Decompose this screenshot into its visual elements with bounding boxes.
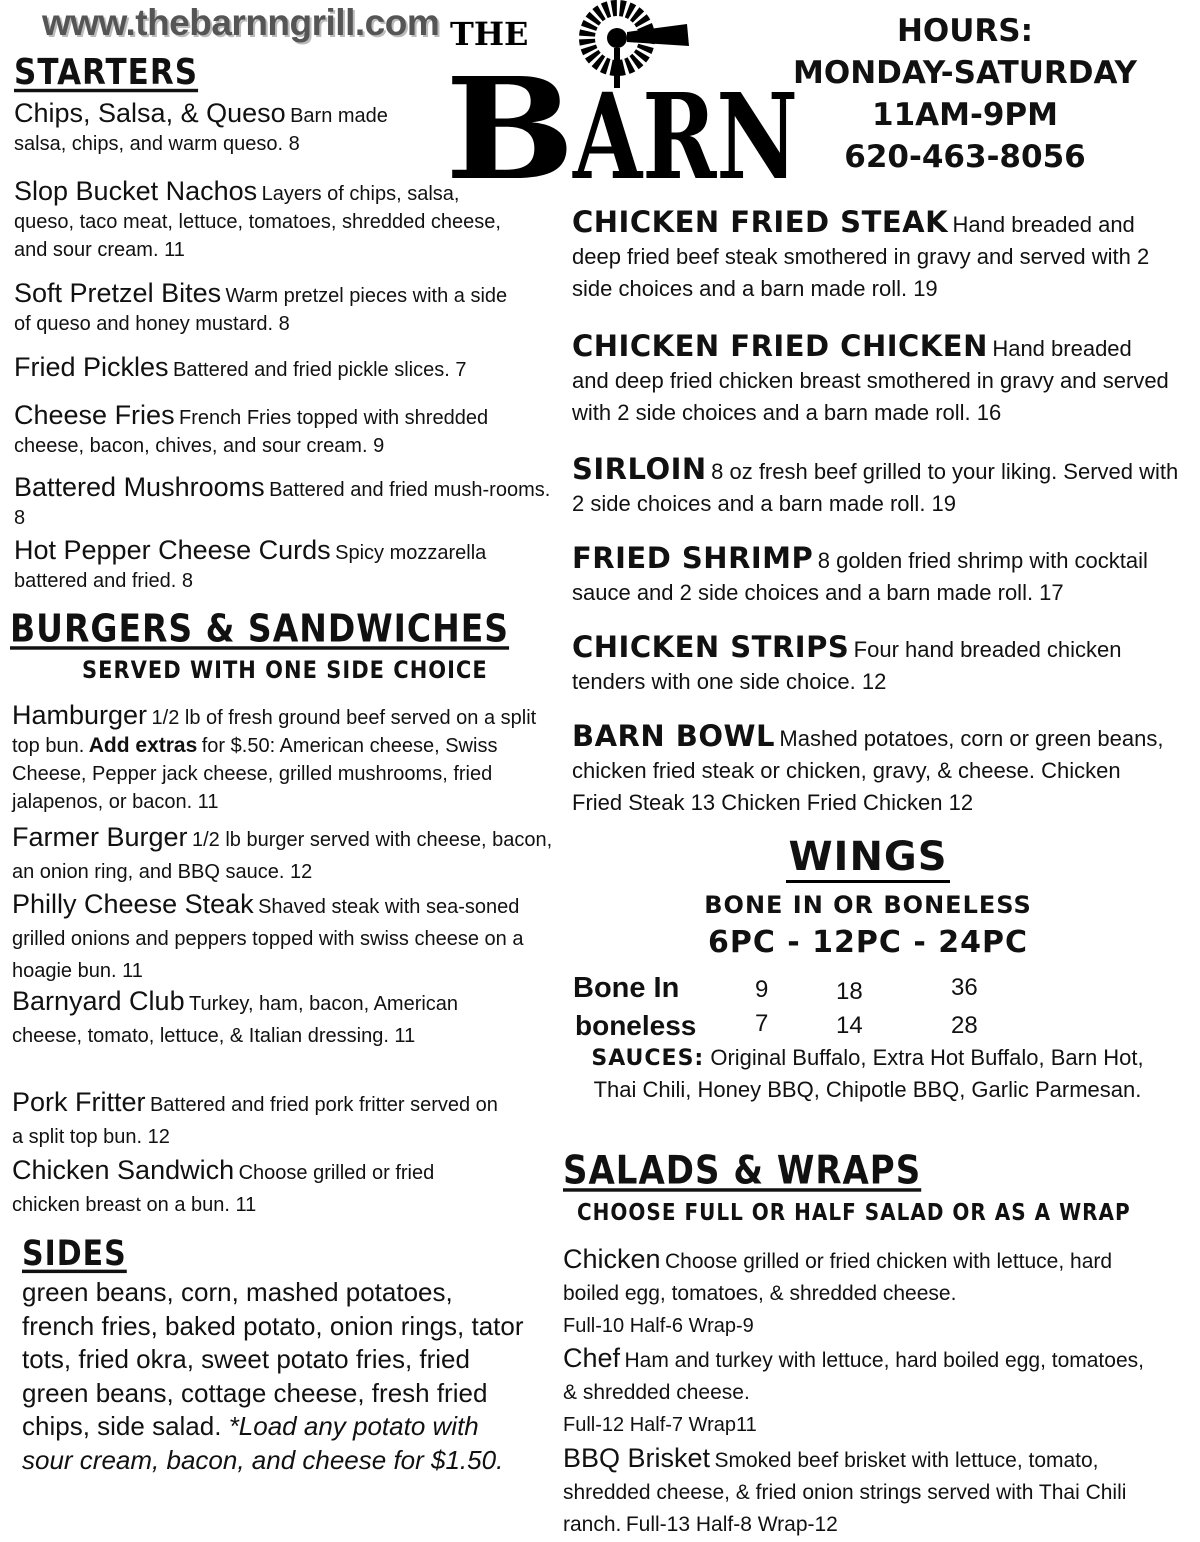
item-name: Hot Pepper Cheese Curds <box>14 535 331 565</box>
hours-title: HOURS: <box>896 13 1034 49</box>
item-prices: Full-13 Half-8 Wrap-12 <box>625 1513 838 1536</box>
item-desc: Warm pretzel pieces with a side of queso and honey mustard. 8 <box>14 285 508 335</box>
item-desc: Hand breaded and deep fried beef steak smothered in gravy and served with 2 side choices and a barn made roll. 19 <box>572 212 1150 301</box>
menu-item <box>12 1087 512 1154</box>
item-desc: Spicy mozzarella battered and fried. 8 <box>14 542 487 592</box>
wings-price: 7 <box>755 1010 769 1037</box>
menu-item <box>14 402 554 461</box>
menu-item <box>12 889 557 988</box>
menu-item <box>14 474 559 533</box>
item-name: CHICKEN FRIED STEAK <box>572 205 949 239</box>
menu-item <box>572 452 1192 521</box>
salads-subheading: CHOOSE FULL OR HALF SALAD OR AS A WRAP <box>577 1198 1131 1226</box>
menu-item <box>14 537 534 596</box>
item-desc: Mashed potatoes, corn or green beans, chicken fried steak or chicken, gravy, & cheese. Chicken Fried Steak 13 Chicken Fried Chicken 12 <box>572 726 1164 815</box>
item-name: Slop Bucket Nachos <box>14 176 258 206</box>
wings-price: 14 <box>836 1012 863 1039</box>
windmill-logo-icon <box>445 0 805 212</box>
menu-item <box>572 541 1172 610</box>
item-name: Pork Fritter <box>12 1087 146 1117</box>
item-desc: French Fries topped with shredded cheese, bacon, chives, and sour cream. 9 <box>14 407 489 457</box>
item-name: Fried Pickles <box>14 352 169 382</box>
item-desc: Choose grilled or fried chicken breast on a bun. 11 <box>12 1162 435 1216</box>
svg-text:THE: THE <box>450 15 529 53</box>
item-name: Cheese Fries <box>14 400 175 430</box>
sides-note: *Load any potato with sour cream, bacon, and cheese for $1.50. <box>22 1411 504 1475</box>
hours-days: MONDAY-SATURDAY <box>793 55 1137 91</box>
sauces-list: Original Buffalo, Extra Hot Buffalo, Barn Hot, Thai Chili, Honey BBQ, Chipotle BBQ, Garlic Parmesan. <box>593 1045 1144 1102</box>
wings-price: 9 <box>755 976 769 1003</box>
menu-item <box>563 1443 1163 1542</box>
item-desc: Shaved steak with sea-soned grilled onions and peppers topped with swiss cheese on a hoagie bun. 11 <box>12 896 524 982</box>
menu-item <box>14 100 439 159</box>
item-desc: Battered and fried pork fritter served on a split top bun. 12 <box>12 1094 498 1148</box>
item-name: Chicken <box>563 1244 661 1274</box>
item-name: CHICKEN STRIPS <box>572 630 850 664</box>
wings-sizes: 6PC - 12PC - 24PC <box>707 925 1029 960</box>
item-name: BARN BOWL <box>572 719 775 753</box>
menu-item <box>12 702 557 817</box>
item-name: Hamburger <box>12 700 148 730</box>
menu-item <box>563 1244 1173 1343</box>
item-prices: Full-12 Half-7 Wrap11 <box>563 1414 757 1436</box>
svg-text:B: B <box>445 48 575 212</box>
salads-heading: SALADS & WRAPS <box>563 1148 922 1194</box>
wings-row-label: boneless <box>575 1010 697 1041</box>
item-name: Chef <box>563 1343 621 1373</box>
extras-label: Add extras <box>88 734 198 757</box>
item-desc: Battered and fried mush-rooms. 8 <box>14 479 551 529</box>
wings-subheading: BONE IN OR BONELESS <box>704 891 1032 919</box>
menu-item <box>572 630 1152 699</box>
menu-item <box>12 822 557 889</box>
item-desc: 8 golden fried shrimp with cocktail sauce and 2 side choices and a barn made roll. 17 <box>572 548 1148 605</box>
barn-logo <box>445 0 805 212</box>
wings-sauces <box>565 1042 1170 1105</box>
item-desc: Hand breaded and deep fried chicken breast smothered in gravy and served with 2 side choices and a barn made roll. 16 <box>572 336 1169 425</box>
item-desc: Barn made salsa, chips, and warm queso. 8 <box>14 105 388 155</box>
sides-text: green beans, corn, mashed potatoes, french fries, baked potato, onion rings, tator tots, fried okra, sweet potato fries, fried green beans, cottage cheese, fresh fried chips, side salad. <box>22 1277 524 1441</box>
item-name: Chicken Sandwich <box>12 1155 235 1185</box>
item-prices: Full-10 Half-6 Wrap-9 <box>563 1315 754 1337</box>
item-name: CHICKEN FRIED CHICKEN <box>572 329 988 363</box>
item-name: Soft Pretzel Bites <box>14 278 222 308</box>
item-name: SIRLOIN <box>572 452 707 486</box>
menu-item <box>12 986 492 1053</box>
starters-heading: STARTERS <box>14 52 199 94</box>
item-name: Barnyard Club <box>12 986 185 1016</box>
wings-price: 18 <box>836 978 863 1005</box>
menu-item <box>12 1155 492 1222</box>
wings-price: 28 <box>951 1012 978 1039</box>
item-desc: Smoked beef brisket with lettuce, tomato, shredded cheese, & fried onion strings served with Thai Chili ranch. <box>563 1449 1127 1536</box>
extras-desc: for $.50: American cheese, Swiss Cheese, Pepper jack cheese, grilled mushrooms, fried jalapenos, or bacon. 11 <box>12 735 498 813</box>
item-name: Philly Cheese Steak <box>12 889 254 919</box>
website-url[interactable]: www.thebarnngrill.com <box>42 2 440 43</box>
item-desc: 8 oz fresh beef grilled to your liking. Served with 2 side choices and a barn made roll. 19 <box>572 459 1179 516</box>
menu-item <box>14 178 524 265</box>
menu-item <box>572 205 1172 306</box>
item-desc: Choose grilled or fried chicken with lettuce, hard boiled egg, tomatoes, & shredded cheese. <box>563 1250 1113 1305</box>
burgers-heading: BURGERS & SANDWICHES <box>10 606 510 651</box>
item-name: Chips, Salsa, & Queso <box>14 98 286 128</box>
svg-text:ARN: ARN <box>572 67 798 206</box>
wings-price: 36 <box>951 974 978 1001</box>
item-desc: Ham and turkey with lettuce, hard boiled egg, tomatoes, & shredded cheese. <box>563 1349 1144 1404</box>
wings-section <box>568 834 1168 960</box>
hours-time: 11AM-9PM <box>872 97 1058 133</box>
item-desc: 1/2 lb of fresh ground beef served on a split top bun. <box>12 707 537 757</box>
item-name: Farmer Burger <box>12 822 188 852</box>
burgers-subheading: SERVED WITH ONE SIDE CHOICE <box>82 656 488 684</box>
menu-item <box>572 719 1172 820</box>
hours-block <box>790 10 1140 178</box>
wings-heading: WINGS <box>786 834 949 883</box>
item-name: Battered Mushrooms <box>14 472 265 502</box>
item-desc: Turkey, ham, bacon, American cheese, tomato, lettuce, & Italian dressing. 11 <box>12 993 459 1047</box>
menu-item <box>14 280 529 339</box>
item-desc: Battered and fried pickle slices. 7 <box>173 359 467 381</box>
item-name: FRIED SHRIMP <box>572 541 814 575</box>
item-desc: Layers of chips, salsa, queso, taco meat, lettuce, tomatoes, shredded cheese, and sour cream. 11 <box>14 183 501 261</box>
item-name: BBQ Brisket <box>563 1443 711 1473</box>
menu-item <box>14 354 554 385</box>
menu-item <box>572 329 1172 430</box>
item-desc: Four hand breaded chicken tenders with one side choice. 12 <box>572 637 1122 694</box>
phone-number[interactable]: 620-463-8056 <box>844 139 1086 175</box>
wings-row-label: Bone In <box>573 972 680 1004</box>
menu-item <box>563 1343 1153 1442</box>
item-desc: 1/2 lb burger served with cheese, bacon, an onion ring, and BBQ sauce. 12 <box>12 829 553 883</box>
sides-list <box>22 1276 527 1477</box>
sauces-label: SAUCES: <box>591 1046 705 1071</box>
sides-heading: SIDES <box>22 1234 127 1275</box>
